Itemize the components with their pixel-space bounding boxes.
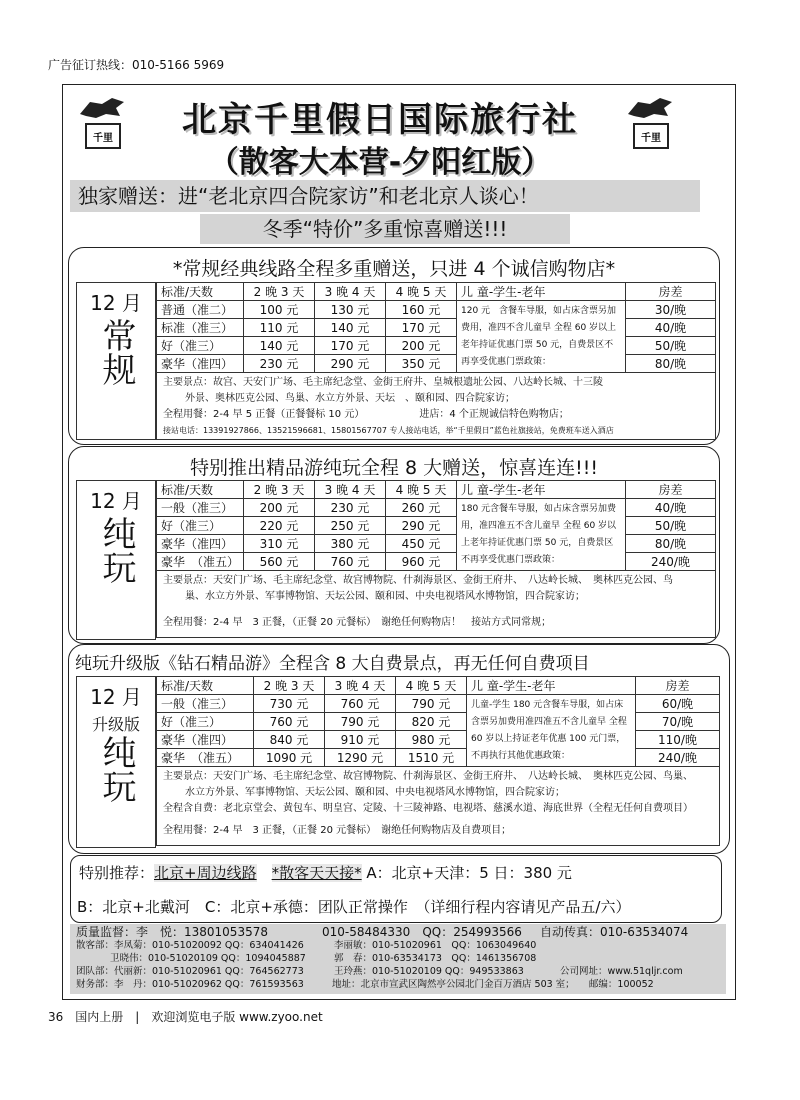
tour-type-label: 纯玩 (96, 735, 136, 803)
section-heading: 纯玩升级版《钻石精品游》全程含 8 大自费景点，再无任何自费项目 (75, 654, 590, 674)
price-table (156, 676, 720, 767)
ad-hotline: 广告征订热线：010-5166 5969 (48, 58, 225, 72)
table-cell: 310 元 (244, 535, 315, 553)
table-cell: 820 元 (396, 713, 467, 731)
contact-text: 李丽敏：010-51020961 QQ：1063049640 (334, 940, 537, 951)
kids-policy: 120 元 含餐车导服，如占床含票另加费用，准四不含儿童早 全程 60 岁以上老年持证优惠门票 50 元，自费景区不再享受优惠门票政策： (457, 301, 626, 373)
shops-text: 进店：4 个正规诚信特色购物店； (419, 409, 569, 420)
table-row (157, 749, 720, 767)
table-cell: 50/晚 (626, 337, 716, 355)
meals-line: 全程用餐：2-4 早 3 正餐，（正餐 20 元餐标） 谢绝任何购物店！ 接站方式同常规； (163, 617, 552, 628)
table-cell: 250 元 (315, 517, 386, 535)
recommend-route: 北京+周边线路 (154, 864, 257, 882)
section-label (76, 676, 156, 848)
contact-text: 王玲燕：010-51020109 QQ：949533863 (334, 966, 524, 977)
price-table (156, 480, 716, 571)
contact-panel (70, 924, 726, 994)
table-row (157, 355, 716, 373)
recommend-box (70, 855, 722, 923)
table-header: 标准/天数 (157, 283, 244, 301)
pickup-line: 接站电话：13391927866、13521596681、15801567707 专人接站电话，举“千里假日”蓝色社旗接站，免费班车送入酒店 (163, 426, 614, 435)
table-row (157, 713, 720, 731)
table-cell: 170 元 (315, 337, 386, 355)
table-cell: 200 元 (386, 337, 457, 355)
contact-row (76, 978, 720, 991)
section-details (156, 766, 720, 846)
section-heading: 特别推出精品游纯玩全程 8 大赠送，惊喜连连!!! (189, 457, 599, 479)
table-cell: 100 元 (244, 301, 315, 319)
table-cell: 70/晚 (636, 713, 720, 731)
table-header: 儿 童-学生-老年 (467, 677, 636, 695)
table-cell: 110 元 (244, 319, 315, 337)
kids-policy: 儿童-学生 180 元含餐车导服，如占床含票另加费用准四准五不含儿童早 全程 60 岁以上持证老年优惠 100 元门票，不再执行其他优惠政策： (467, 695, 636, 767)
contact-row (76, 965, 720, 978)
table-cell: 760 元 (325, 695, 396, 713)
recommend-line (79, 862, 572, 883)
table-cell: 450 元 (386, 535, 457, 553)
table-cell: 40/晚 (626, 319, 716, 337)
contact-row (76, 952, 720, 965)
table-cell: 240/晚 (626, 553, 716, 571)
spots-line: 水立方外景、军事博物馆、天坛公园、颐和园、中央电视塔风水博物馆，四合院家访； (185, 787, 565, 798)
contact-text: 财务部：李 丹：010-51020962 QQ：761593563 (76, 979, 304, 990)
table-cell: 290 元 (315, 355, 386, 373)
table-cell: 980 元 (396, 731, 467, 749)
table-header: 2 晚 3 天 (244, 481, 315, 499)
table-header: 房差 (626, 481, 716, 499)
selfpay-line: 全程含自费：老北京堂会、黄包车、明皇宫、定陵、十三陵神路、电视塔、慈溪水道、海底世界（全程无任何自费项目） (163, 803, 693, 814)
table-header: 标准/天数 (157, 481, 244, 499)
table-cell: 普通（准二） (157, 301, 244, 319)
meals-text: 全程用餐：2-4 早 5 正餐（正餐餐标 10 元） (163, 409, 360, 420)
table-cell: 60/晚 (636, 695, 720, 713)
table-cell: 760 元 (254, 713, 325, 731)
table-row (157, 517, 716, 535)
table-header: 4 晚 5 天 (396, 677, 467, 695)
month-label: 12 月 (90, 489, 142, 513)
table-row (157, 301, 716, 319)
section-label (76, 282, 156, 440)
table-cell: 220 元 (244, 517, 315, 535)
table-header: 4 晚 5 天 (386, 481, 457, 499)
page-footer: 36 国内上册 | 欢迎浏览电子版 www.zyoo.net (48, 1010, 323, 1024)
agency-subtitle: （散客大本营-夕阳红版） (208, 145, 552, 180)
table-header: 房差 (636, 677, 720, 695)
table-cell: 1090 元 (254, 749, 325, 767)
meals-line: 全程用餐：2-4 早 3 正餐，（正餐 20 元餐标） 谢绝任何购物店及自费项目； (163, 825, 512, 836)
month-label: 12 月 (90, 685, 142, 709)
table-cell: 好（准三） (157, 337, 244, 355)
table-cell: 1510 元 (396, 749, 467, 767)
table-cell: 140 元 (315, 319, 386, 337)
horse-logo-icon (624, 92, 676, 152)
table-cell: 170 元 (386, 319, 457, 337)
svg-text:千里: 千里 (641, 133, 661, 144)
table-row (157, 499, 716, 517)
contact-row (76, 926, 720, 939)
table-cell: 豪华（准四） (157, 731, 254, 749)
table-header: 2 晚 3 天 (254, 677, 325, 695)
table-header: 2 晚 3 天 (244, 283, 315, 301)
table-cell: 790 元 (325, 713, 396, 731)
table-cell: 230 元 (244, 355, 315, 373)
section-details (156, 570, 716, 638)
table-cell: 840 元 (254, 731, 325, 749)
month-label: 12 月 (90, 291, 142, 315)
table-cell: 350 元 (386, 355, 457, 373)
table-cell: 80/晚 (626, 535, 716, 553)
table-row (157, 695, 720, 713)
table-cell: 标准（准三） (157, 319, 244, 337)
table-cell: 豪华（准四） (157, 355, 244, 373)
table-row (157, 535, 716, 553)
table-cell: 80/晚 (626, 355, 716, 373)
svg-text:千里: 千里 (93, 133, 113, 144)
table-cell: 好（准三） (157, 517, 244, 535)
table-cell: 910 元 (325, 731, 396, 749)
table-cell: 790 元 (396, 695, 467, 713)
contact-address: 地址：北京市宣武区陶然亭公园北门金百万酒店 503 室； 邮编：100052 (332, 979, 654, 990)
table-header: 儿 童-学生-老年 (457, 283, 626, 301)
recommend-daily: *散客天天接* (271, 864, 362, 882)
table-cell: 760 元 (315, 553, 386, 571)
table-cell: 730 元 (254, 695, 325, 713)
contact-text: 卫晓伟：010-51020109 QQ：1094045887 (110, 953, 306, 964)
table-cell: 豪华 （准五） (157, 553, 244, 571)
table-row (157, 731, 720, 749)
table-cell: 200 元 (244, 499, 315, 517)
contact-text: 散客部：李凤菊：010-51020092 QQ：634041426 (76, 940, 304, 951)
tour-type-label: 常规 (96, 318, 136, 386)
table-cell: 140 元 (244, 337, 315, 355)
price-table (156, 282, 716, 373)
exclusive-gift-banner: 独家赠送：进“老北京四合院家访”和老北京人谈心！ (70, 180, 700, 212)
table-cell: 560 元 (244, 553, 315, 571)
spots-line: 巢、水立方外景、军事博物馆、天坛公园、颐和园、中央电视塔风水博物馆，四合院家访； (185, 591, 585, 602)
recommend-route-a: A：北京+天津：5 日：380 元 (361, 864, 572, 882)
table-header: 儿 童-学生-老年 (457, 481, 626, 499)
kids-policy: 180 元含餐车导服，如占床含票另加费用，准四准五不含儿童早 全程 60 岁以上老年持证优惠门票 50 元，自费景区不再享受优惠门票政策： (457, 499, 626, 571)
table-cell: 130 元 (315, 301, 386, 319)
contact-text: 团队部：代丽新：010-51020961 QQ：764562773 (76, 966, 304, 977)
table-cell: 260 元 (386, 499, 457, 517)
table-cell: 380 元 (315, 535, 386, 553)
table-cell: 290 元 (386, 517, 457, 535)
table-cell: 240/晚 (636, 749, 720, 767)
company-website[interactable]: 公司网址：www.51qljr.com (560, 966, 683, 977)
table-header-row (157, 283, 716, 301)
tour-type-label: 纯玩 (96, 516, 136, 584)
section-label (76, 480, 156, 640)
winter-special-banner: 冬季“特价”多重惊喜赠送!!! (200, 214, 570, 244)
table-cell: 一般（准三） (157, 695, 254, 713)
table-row (157, 553, 716, 571)
table-header: 房差 (626, 283, 716, 301)
table-cell: 110/晚 (636, 731, 720, 749)
table-cell: 1290 元 (325, 749, 396, 767)
table-cell: 好（准三） (157, 713, 254, 731)
contact-text: 郭 春：010-63534173 QQ：1461356708 (334, 953, 537, 964)
table-cell: 160 元 (386, 301, 457, 319)
spots-line: 主要景点：故宫、天安门广场、毛主席纪念堂、金街王府井、皇城根遗址公园、八达岭长城、十三陵 (163, 377, 603, 388)
table-header-row (157, 677, 720, 695)
table-header: 标准/天数 (157, 677, 254, 695)
table-row (157, 319, 716, 337)
section-details (156, 372, 716, 440)
horse-logo-icon (76, 92, 128, 152)
table-cell: 230 元 (315, 499, 386, 517)
recommend-label: 特别推荐： (79, 864, 155, 882)
table-cell: 40/晚 (626, 499, 716, 517)
table-header: 4 晚 5 天 (386, 283, 457, 301)
table-cell: 960 元 (386, 553, 457, 571)
agency-title: 北京千里假日国际旅行社 (182, 100, 578, 140)
table-cell: 豪华（准四） (157, 535, 244, 553)
table-header-row (157, 481, 716, 499)
contact-text: 自动传真：010-63534074 (540, 925, 689, 939)
contact-text: 010-58484330 QQ：254993566 (322, 925, 522, 939)
contact-row (76, 939, 720, 952)
table-header: 3 晚 4 天 (325, 677, 396, 695)
table-cell: 豪华 （准五） (157, 749, 254, 767)
table-header: 3 晚 4 天 (315, 481, 386, 499)
table-cell: 30/晚 (626, 301, 716, 319)
spots-line: 外景、奥林匹克公园、鸟巢、水立方外景、天坛 、颐和园、四合院家访； (185, 393, 515, 404)
meals-line (163, 407, 709, 423)
table-row (157, 337, 716, 355)
table-header: 3 晚 4 天 (315, 283, 386, 301)
spots-line: 主要景点：天安门广场、毛主席纪念堂、故宫博物院、什刹海景区、金街王府井、 八达岭长城、 奥林匹克公园、鸟 (163, 575, 673, 586)
spots-line: 主要景点：天安门广场、毛主席纪念堂、故宫博物院、什刹海景区、金街王府井、 八达岭长城、 奥林匹克公园、鸟巢、 (163, 771, 693, 782)
tour-subtype-label: 升级版 (91, 715, 140, 734)
contact-text: 质量监督：李 悦：13801053578 (76, 925, 268, 939)
section-heading: *常规经典线路全程多重赠送，只进 4 个诚信购物店* (172, 258, 616, 280)
recommend-line-2: B：北京+北戴河 C：北京+承德：团队正常操作 （详细行程内容请见产品五/六） (77, 898, 631, 916)
table-cell: 50/晚 (626, 517, 716, 535)
table-cell: 一般（准三） (157, 499, 244, 517)
